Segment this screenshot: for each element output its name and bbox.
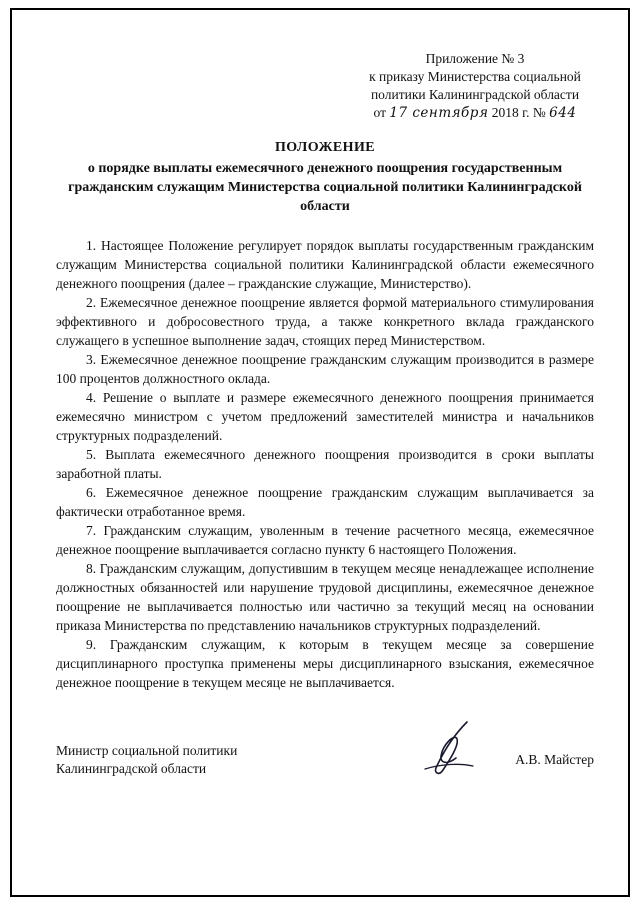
document-header bbox=[356, 50, 594, 122]
header-line-appendix: Приложение № 3 bbox=[425, 51, 525, 66]
signatory-position bbox=[56, 742, 237, 778]
paragraph: 2. Ежемесячное денежное поощрение является формой материального стимулирования эффективного и добросовестного труда, а также конкретного вклада гражданского служащего в успешное выполнение задач, стоящих перед Министерством. bbox=[56, 295, 594, 348]
signatory-position-line1: Министр социальной политики bbox=[56, 742, 238, 758]
paragraph: 8. Гражданским служащим, допустившим в текущем месяце ненадлежащее исполнение должностных обязанностей или нарушение трудовой дисциплины, ежемесячное денежное поощрение не выплачивается полностью или частично за текущий месяц на основании приказа Министерства по представлению начальников структурных подразделений. bbox=[56, 561, 594, 633]
paragraph: 6. Ежемесячное денежное поощрение гражданским служащим выплачивается за фактически отработанное время. bbox=[56, 485, 594, 519]
paragraph: 3. Ежемесячное денежное поощрение гражданским служащим производится в размере 100 процентов должностного оклада. bbox=[56, 352, 594, 386]
paragraph: 9. Гражданским служащим, к которым в текущем месяце за совершение дисциплинарного проступка применены меры дисциплинарного взыскания, ежемесячное денежное поощрение в текущем месяце не выплачивается. bbox=[56, 637, 594, 690]
header-line-ministry: политики Калининградской области bbox=[370, 87, 580, 102]
title-subtitle: о порядке выплаты ежемесячного денежного поощрения государственным гражданским служащим Министерства социальной политики Калининградской области bbox=[68, 161, 582, 214]
header-line-order: к приказу Министерства социальной bbox=[369, 69, 581, 84]
title-heading: ПОЛОЖЕНИЕ bbox=[275, 140, 375, 155]
paragraph: 1. Настоящее Положение регулирует порядок выплаты государственным гражданским служащим Министерства социальной политики Калининградской области ежемесячного денежного поощрения (далее – гражданские служащие, Министерство). bbox=[56, 238, 594, 291]
paragraph: 5. Выплата ежемесячного денежного поощрения производится в сроки выплаты заработной платы. bbox=[56, 447, 594, 481]
paragraph: 4. Решение о выплате и размере ежемесячного денежного поощрения принимается ежемесячно министром с учетом предложений заместителей министра и начальников структурных подразделений. bbox=[56, 390, 594, 443]
document-title bbox=[56, 138, 594, 216]
paragraph: 7. Гражданским служащим, уволенным в течение расчетного месяца, ежемесячное денежное поощрение выплачивается согласно пункту 6 настоящего Положения. bbox=[56, 523, 594, 557]
signatory-name: А.В. Майстер bbox=[515, 751, 594, 767]
signature-mark bbox=[415, 720, 481, 783]
handwritten-date: 17 сентября bbox=[389, 105, 489, 121]
document-page bbox=[10, 8, 630, 897]
handwritten-number: 644 bbox=[549, 105, 577, 121]
signature-block bbox=[56, 728, 594, 791]
date-suffix: 2018 г. № bbox=[491, 105, 546, 120]
document-body bbox=[56, 236, 594, 692]
signatory-position-line2: Калининградской области bbox=[56, 760, 207, 776]
date-prefix: от bbox=[373, 105, 387, 120]
header-date-line bbox=[356, 104, 594, 122]
